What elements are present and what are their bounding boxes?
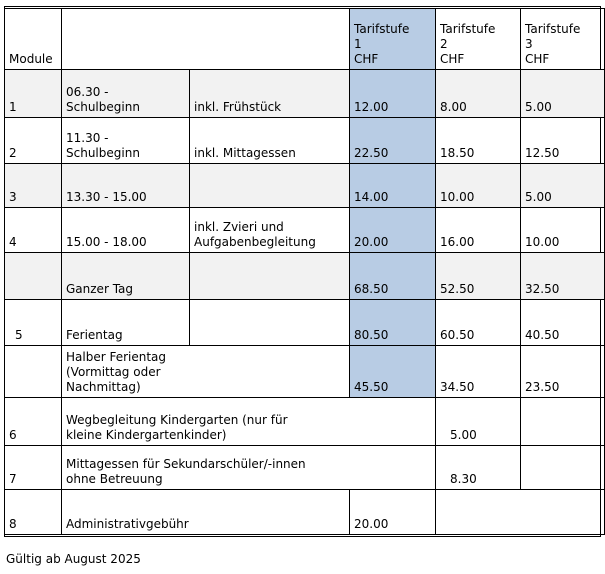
header-row (5, 9, 605, 70)
module-number: 2 (5, 118, 62, 164)
empty-cell (436, 490, 605, 535)
module-number (5, 346, 62, 398)
tariff-table (4, 8, 605, 535)
tier1-price: 20.00 (350, 490, 436, 535)
header-module: Module (5, 9, 62, 70)
tier1-price: 12.00 (350, 70, 436, 118)
header-tier3: Tarifstufe 3 CHF (521, 9, 605, 70)
tier1-price: 80.50 (350, 300, 436, 346)
table-row (5, 70, 605, 118)
module-number: 7 (5, 446, 62, 490)
module-number: 1 (5, 70, 62, 118)
tier2-price: 18.50 (436, 118, 521, 164)
tier2-price: 10.00 (436, 164, 521, 208)
tier1-price: 8.30 (436, 446, 521, 490)
module-number: 6 (5, 398, 62, 446)
module-number: 5 (5, 300, 62, 346)
tier3-price: 32.50 (521, 253, 605, 300)
module-note: inkl. Mittagessen (190, 118, 350, 164)
module-time: 06.30 - Schulbeginn (62, 70, 190, 118)
table-row (5, 118, 605, 164)
header-tier1: Tarifstufe 1 CHF (350, 9, 436, 70)
module-time: 13.30 - 15.00 (62, 164, 190, 208)
tier1-price: 20.00 (350, 208, 436, 253)
module-time: Halber Ferientag (Vormittag oder Nachmittag) (62, 346, 350, 398)
module-note (190, 164, 350, 208)
tier2-price: 8.00 (436, 70, 521, 118)
tier3-price: 23.50 (521, 346, 605, 398)
module-time: Ferientag (62, 300, 190, 346)
header-blank (62, 9, 350, 70)
tier1-price: 22.50 (350, 118, 436, 164)
module-note: inkl. Frühstück (190, 70, 350, 118)
module-note: inkl. Zvieri und Aufgabenbegleitung (190, 208, 350, 253)
module-number: 3 (5, 164, 62, 208)
tier1-price: 45.50 (350, 346, 436, 398)
tier2-price: 16.00 (436, 208, 521, 253)
tier3-price: 10.00 (521, 208, 605, 253)
module-description: Wegbegleitung Kindergarten (nur für kleine Kindergartenkinder) (62, 398, 436, 446)
empty-cell (521, 446, 605, 490)
module-number: 4 (5, 208, 62, 253)
table-row (5, 253, 605, 300)
module-description: Mittagessen für Sekundarschüler/-innen ohne Betreuung (62, 446, 436, 490)
module-time: Ganzer Tag (62, 253, 190, 300)
module-description: Administrativgebühr (62, 490, 350, 535)
table-row (5, 208, 605, 253)
table-row (5, 490, 605, 535)
tier3-price: 40.50 (521, 300, 605, 346)
table-row (5, 300, 605, 346)
table-row (5, 164, 605, 208)
tier2-price: 60.50 (436, 300, 521, 346)
module-time: 15.00 - 18.00 (62, 208, 190, 253)
tier2-price: 34.50 (436, 346, 521, 398)
tier3-price: 5.00 (521, 164, 605, 208)
table-row (5, 398, 605, 446)
tier3-price: 5.00 (521, 70, 605, 118)
module-note (190, 300, 350, 346)
tier1-price: 14.00 (350, 164, 436, 208)
module-number (5, 253, 62, 300)
header-tier2: Tarifstufe 2 CHF (436, 9, 521, 70)
validity-note: Gültig ab August 2025 (6, 552, 141, 566)
module-note (190, 253, 350, 300)
tier2-price: 52.50 (436, 253, 521, 300)
module-time: 11.30 - Schulbeginn (62, 118, 190, 164)
table-row (5, 446, 605, 490)
tier1-price: 5.00 (436, 398, 521, 446)
tier3-price: 12.50 (521, 118, 605, 164)
empty-cell (521, 398, 605, 446)
module-number: 8 (5, 490, 62, 535)
tier1-price: 68.50 (350, 253, 436, 300)
table-row (5, 346, 605, 398)
